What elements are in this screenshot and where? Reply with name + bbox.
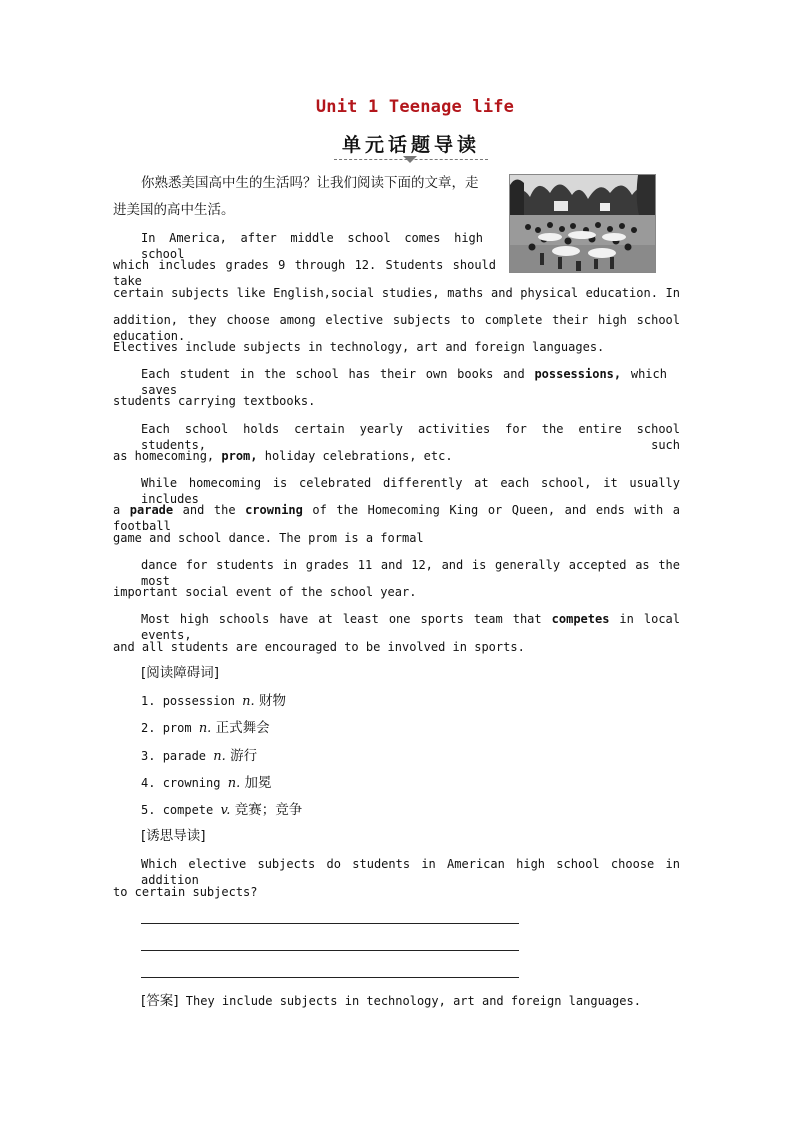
paragraph-1-line-3: certain subjects like English,social studies, maths and physical education. In (113, 286, 680, 300)
vocab-pos: n. (213, 749, 226, 764)
vocab-item-3 (141, 748, 257, 765)
vocab-item-1 (141, 693, 286, 710)
vocab-pos: n. (198, 721, 212, 736)
answer-text: They include subjects in technology, art and foreign languages. (178, 994, 641, 1008)
intro-line-1: 你熟悉美国高中生的生活吗？让我们阅读下面的文章，走 (141, 175, 479, 191)
vocab-meaning: 竞赛；竞争 (230, 802, 303, 818)
outdoor-gathering-photo (509, 174, 656, 273)
section-heading: 单元话题导读 (334, 130, 488, 160)
unit-title: Unit 1 Teenage life (315, 97, 515, 117)
keyword-parade: parade (129, 503, 174, 517)
text-run: holiday celebrations, etc. (257, 449, 453, 463)
vocab-pos: n. (227, 776, 241, 791)
heading-marker (403, 156, 417, 163)
intro-line-2: 进美国的高中生活。 (113, 202, 235, 218)
question-heading: [诱思导读] (141, 828, 206, 844)
paragraph-4-line-1: While homecoming is celebrated differently at each school, it usually includes (141, 476, 680, 506)
vocab-pos: v. (220, 803, 231, 818)
text-run: in local events, (141, 612, 681, 642)
answer-blank-line-3 (141, 977, 519, 978)
paragraph-1-line-5: Electives include subjects in technology, art and foreign languages. (113, 340, 605, 354)
answer-label: [答案] (141, 993, 179, 1009)
text-run: which saves (141, 367, 667, 397)
photo-illustration (510, 175, 655, 272)
vocab-number: 1. (141, 694, 163, 708)
vocab-word: crowning (162, 776, 228, 790)
paragraph-3-line-2 (113, 448, 453, 464)
keyword-crowning: crowning (245, 503, 303, 517)
paragraph-3-line-1: Each school holds certain yearly activities for the entire school students, such (141, 422, 680, 452)
keyword-prom: prom, (221, 449, 258, 463)
paragraph-1-line-1: In America, after middle school comes high school (141, 231, 483, 261)
vocab-number: 5. (141, 803, 163, 817)
text-run: a (113, 503, 130, 517)
vocab-number: 4. (141, 776, 163, 790)
paragraph-5-line-2: important social event of the school year. (113, 585, 417, 599)
paragraph-4-line-3: game and school dance. The prom is a formal (113, 531, 424, 545)
vocab-number: 3. (141, 749, 163, 763)
text-run: as homecoming, (113, 449, 222, 463)
text-run: and the (173, 503, 246, 517)
vocab-meaning: 加冕 (240, 775, 272, 791)
vocab-pos: n. (242, 694, 255, 709)
vocab-word: possession (162, 694, 243, 708)
paragraph-2-line-2: students carrying textbooks. (113, 394, 316, 408)
paragraph-1-line-4: addition, they choose among elective subjects to complete their high school education. (113, 313, 680, 343)
paragraph-5-line-1: dance for students in grades 11 and 12, and is generally accepted as the most (141, 558, 680, 588)
vocab-word: prom (162, 721, 199, 735)
vocab-item-5 (141, 802, 302, 819)
text-run: Each student in the school has their own books and (141, 367, 535, 381)
answer-line (141, 993, 641, 1009)
vocab-meaning: 财物 (254, 693, 286, 709)
vocab-number: 2. (141, 721, 163, 735)
vocab-meaning: 游行 (225, 748, 258, 764)
vocab-word: parade (162, 749, 214, 763)
answer-blank-line-1 (141, 923, 519, 924)
question-line-2: to certain subjects? (113, 885, 258, 899)
keyword-possessions: possessions, (534, 367, 622, 381)
paragraph-1-line-2: which includes grades 9 through 12. Students should take (113, 258, 496, 288)
vocab-word: compete (162, 803, 221, 817)
vocab-heading: [阅读障碍词] (141, 665, 220, 681)
keyword-competes: competes (551, 612, 610, 626)
answer-blank-line-2 (141, 950, 519, 951)
text-run: Most high schools have at least one sports team that (141, 612, 552, 626)
vocab-meaning: 正式舞会 (211, 720, 270, 736)
text-run: of the Homecoming King or Queen, and ends with a football (113, 503, 680, 533)
vocab-item-4 (141, 775, 272, 792)
vocab-item-2 (141, 720, 270, 737)
question-line-1: Which elective subjects do students in American high school choose in addition (141, 857, 680, 887)
paragraph-6-line-2: and all students are encouraged to be involved in sports. (113, 640, 525, 654)
